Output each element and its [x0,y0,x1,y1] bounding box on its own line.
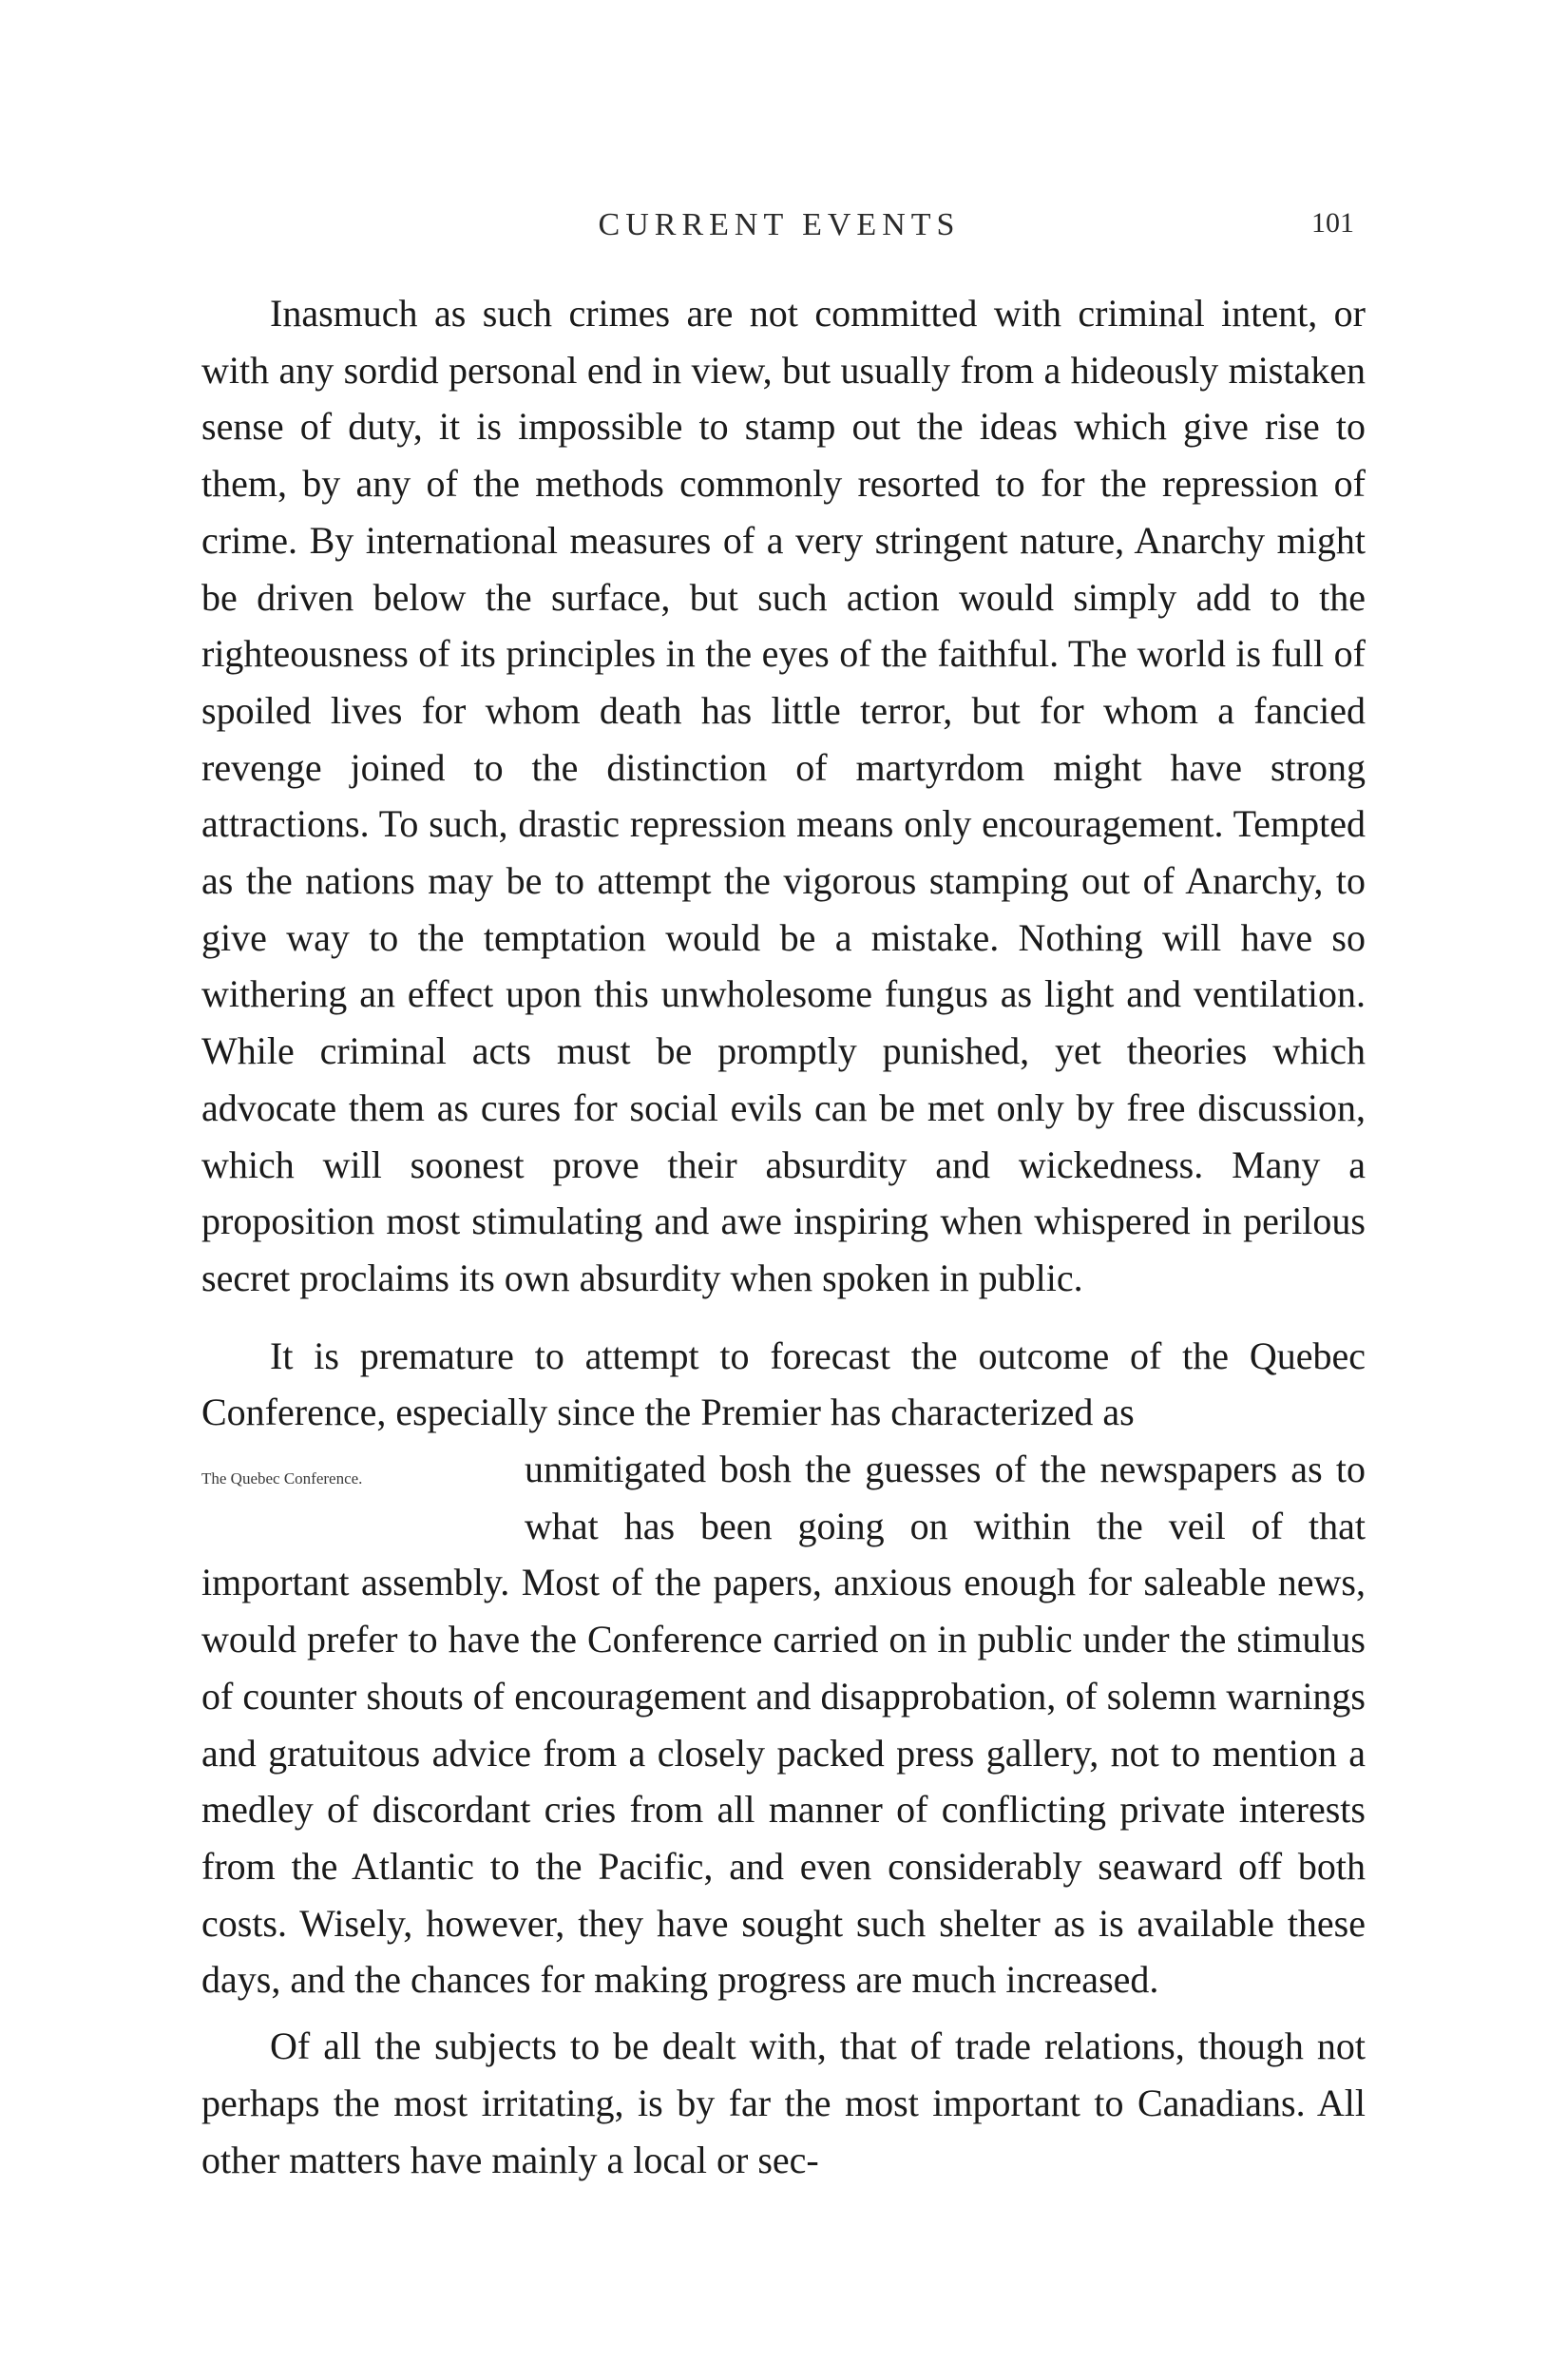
paragraph-quebec-conference-body [201,1441,1366,2008]
running-title: CURRENT EVENTS [598,207,961,242]
paragraph-quebec-conference-continuation: unmitigated bosh the guesses of the newspapers as to what has been going on within the veil of that important assembly. Most of the papers, anxious enough for saleable news, would prefer to have the Conference carried on in public under the stimulus of counter shouts of encouragement and disapprobation, of solemn warnings and gratuitous advice from a closely packed press gallery, not to mention a medley of discordant cries from all manner of conflicting private interests from the Atlantic to the Pacific, and even considerably seaward off both costs. Wisely, however, they have sought such shelter as is available these days, and the chances for making progress are much increased. [201,1448,1366,2002]
running-head [204,207,1354,255]
body-text [201,285,1366,2188]
paragraph-trade-relations: Of all the subjects to be dealt with, that of trade relations, though not perhaps the most irritating, is by far the most important to Canadians. All other matters have mainly a local or sec- [201,2025,1366,2181]
paragraph-anarchy: Inasmuch as such crimes are not committed with criminal intent, or with any sordid personal end in view, but usually from a hideously mistaken sense of duty, it is impossible to stamp out the ideas which give rise to them, by any of the methods commonly resorted to for the repression of crime. By international measures of a very stringent nature, Anarchy might be driven below the surface, but such action would simply add to the righteousness of its principles in the eyes of the faithful. The world is full of spoiled lives for whom death has little terror, but for whom a fancied revenge joined to the distinction of martyrdom might have strong attractions. To such, drastic repression means only encouragement. Tempted as the nations may be to attempt the vigorous stamping out of Anarchy, to give way to the temptation would be a mistake. Nothing will have so withering an effect upon this unwholesome fungus as light and ventilation. While criminal acts must be promptly punished, yet theories which advocate them as cures for social evils can be met only by free discussion, which will soonest prove their absurdity and wickedness. Many a proposition most stimulating and awe inspiring when whispered in perilous secret proclaims its own absurdity when spoken in public. [201,292,1366,1299]
marginal-note: The Quebec Conference. [201,1469,363,1488]
page-number: 101 [1311,207,1354,239]
paragraph-quebec-conference-intro: It is premature to attempt to forecast the outcome of the Quebec Conference, especially since the Premier has characterized as [201,1334,1366,1434]
